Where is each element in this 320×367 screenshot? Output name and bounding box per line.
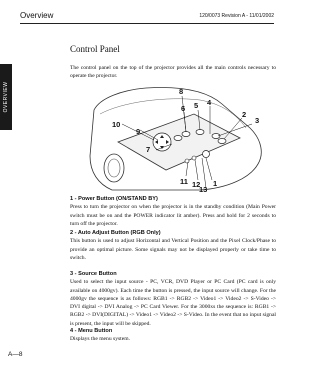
cancel-button bbox=[174, 136, 182, 141]
section-body: This button is used to adjust Horizontal and Vertical Position and the Pixel Clock/Phase to provide an optimal picture. Some signals may not be displayed properly or take time to switch. bbox=[70, 238, 276, 261]
section-heading: 3 - Source Button bbox=[70, 271, 117, 277]
callout-10: 10 bbox=[112, 120, 121, 129]
section-heading: 1 - Power Button (ON/STAND BY) bbox=[70, 196, 158, 202]
section-auto-adjust-button bbox=[70, 229, 276, 262]
header-section-title: Overview bbox=[20, 11, 54, 20]
callout-13: 13 bbox=[199, 185, 208, 192]
source-button bbox=[212, 134, 220, 139]
callout-6: 6 bbox=[181, 104, 186, 113]
projector-lens bbox=[104, 154, 124, 182]
callout-5: 5 bbox=[194, 101, 199, 110]
callout-11: 11 bbox=[180, 177, 188, 186]
status-indicator bbox=[192, 156, 196, 160]
page-number: A—8 bbox=[8, 351, 23, 358]
callout-7: 7 bbox=[146, 145, 151, 154]
power-button bbox=[203, 151, 210, 158]
enter-button bbox=[182, 132, 190, 137]
auto-adjust-button bbox=[218, 139, 226, 144]
section-body: Used to select the input source - PC, VCR, DVD Player or PC Card (PC card is only available on 4000gv). Each time the button is pressed, the input source will change. For the 4000gv the sequence is as follows: RGB1 -> RGB2 -> Video1 -> Video2 -> S-Video -> DVI digital -> DVI Analog -> PC Card Viewer. For the 3000xs the sequence is: RGB1 -> RGB2 -> DVI(DIGITAL) -> Video1 -> Video2 -> S-Video. In the event that no input signal is present, the input will be skipped. bbox=[70, 279, 276, 327]
leader-line-1 bbox=[206, 158, 212, 180]
section-body: Press to turn the projector on when the projector is in the standby condition (Main Power switch must be on and the POWER indicator lit amber). Press and hold for 2 seconds to turn off the projector. bbox=[70, 204, 276, 227]
section-side-tab bbox=[0, 64, 12, 130]
callout-8: 8 bbox=[179, 87, 184, 96]
section-heading: 2 - Auto Adjust Button (RGB Only) bbox=[70, 230, 161, 236]
section-power-button bbox=[70, 195, 276, 228]
lamp-indicator bbox=[185, 159, 189, 163]
callout-9: 9 bbox=[136, 127, 141, 136]
section-heading: 4 - Menu Button bbox=[70, 328, 113, 334]
callout-2: 2 bbox=[242, 110, 247, 119]
callout-1: 1 bbox=[213, 179, 218, 188]
callout-3: 3 bbox=[255, 116, 260, 125]
leader-line-11 bbox=[186, 162, 188, 176]
section-source-button bbox=[70, 270, 276, 328]
callout-12: 12 bbox=[192, 180, 201, 189]
intro-paragraph: The control panel on the top of the projector provides all the main controls necessary to operate the projector. bbox=[70, 65, 276, 80]
side-tab-label: OVERVIEW bbox=[3, 81, 9, 113]
page-title: Control Panel bbox=[70, 44, 120, 54]
callout-4: 4 bbox=[207, 98, 212, 107]
control-panel-illustration bbox=[82, 84, 266, 192]
leader-line-12 bbox=[195, 160, 198, 180]
section-menu-button bbox=[70, 327, 276, 344]
menu-button bbox=[196, 130, 204, 135]
section-body: Displays the menu system. bbox=[70, 336, 130, 343]
header-rule bbox=[20, 23, 274, 24]
header-document-ref: 120/0073 Revision A - 11/01/2002 bbox=[199, 13, 274, 19]
leader-line-13 bbox=[202, 158, 206, 188]
